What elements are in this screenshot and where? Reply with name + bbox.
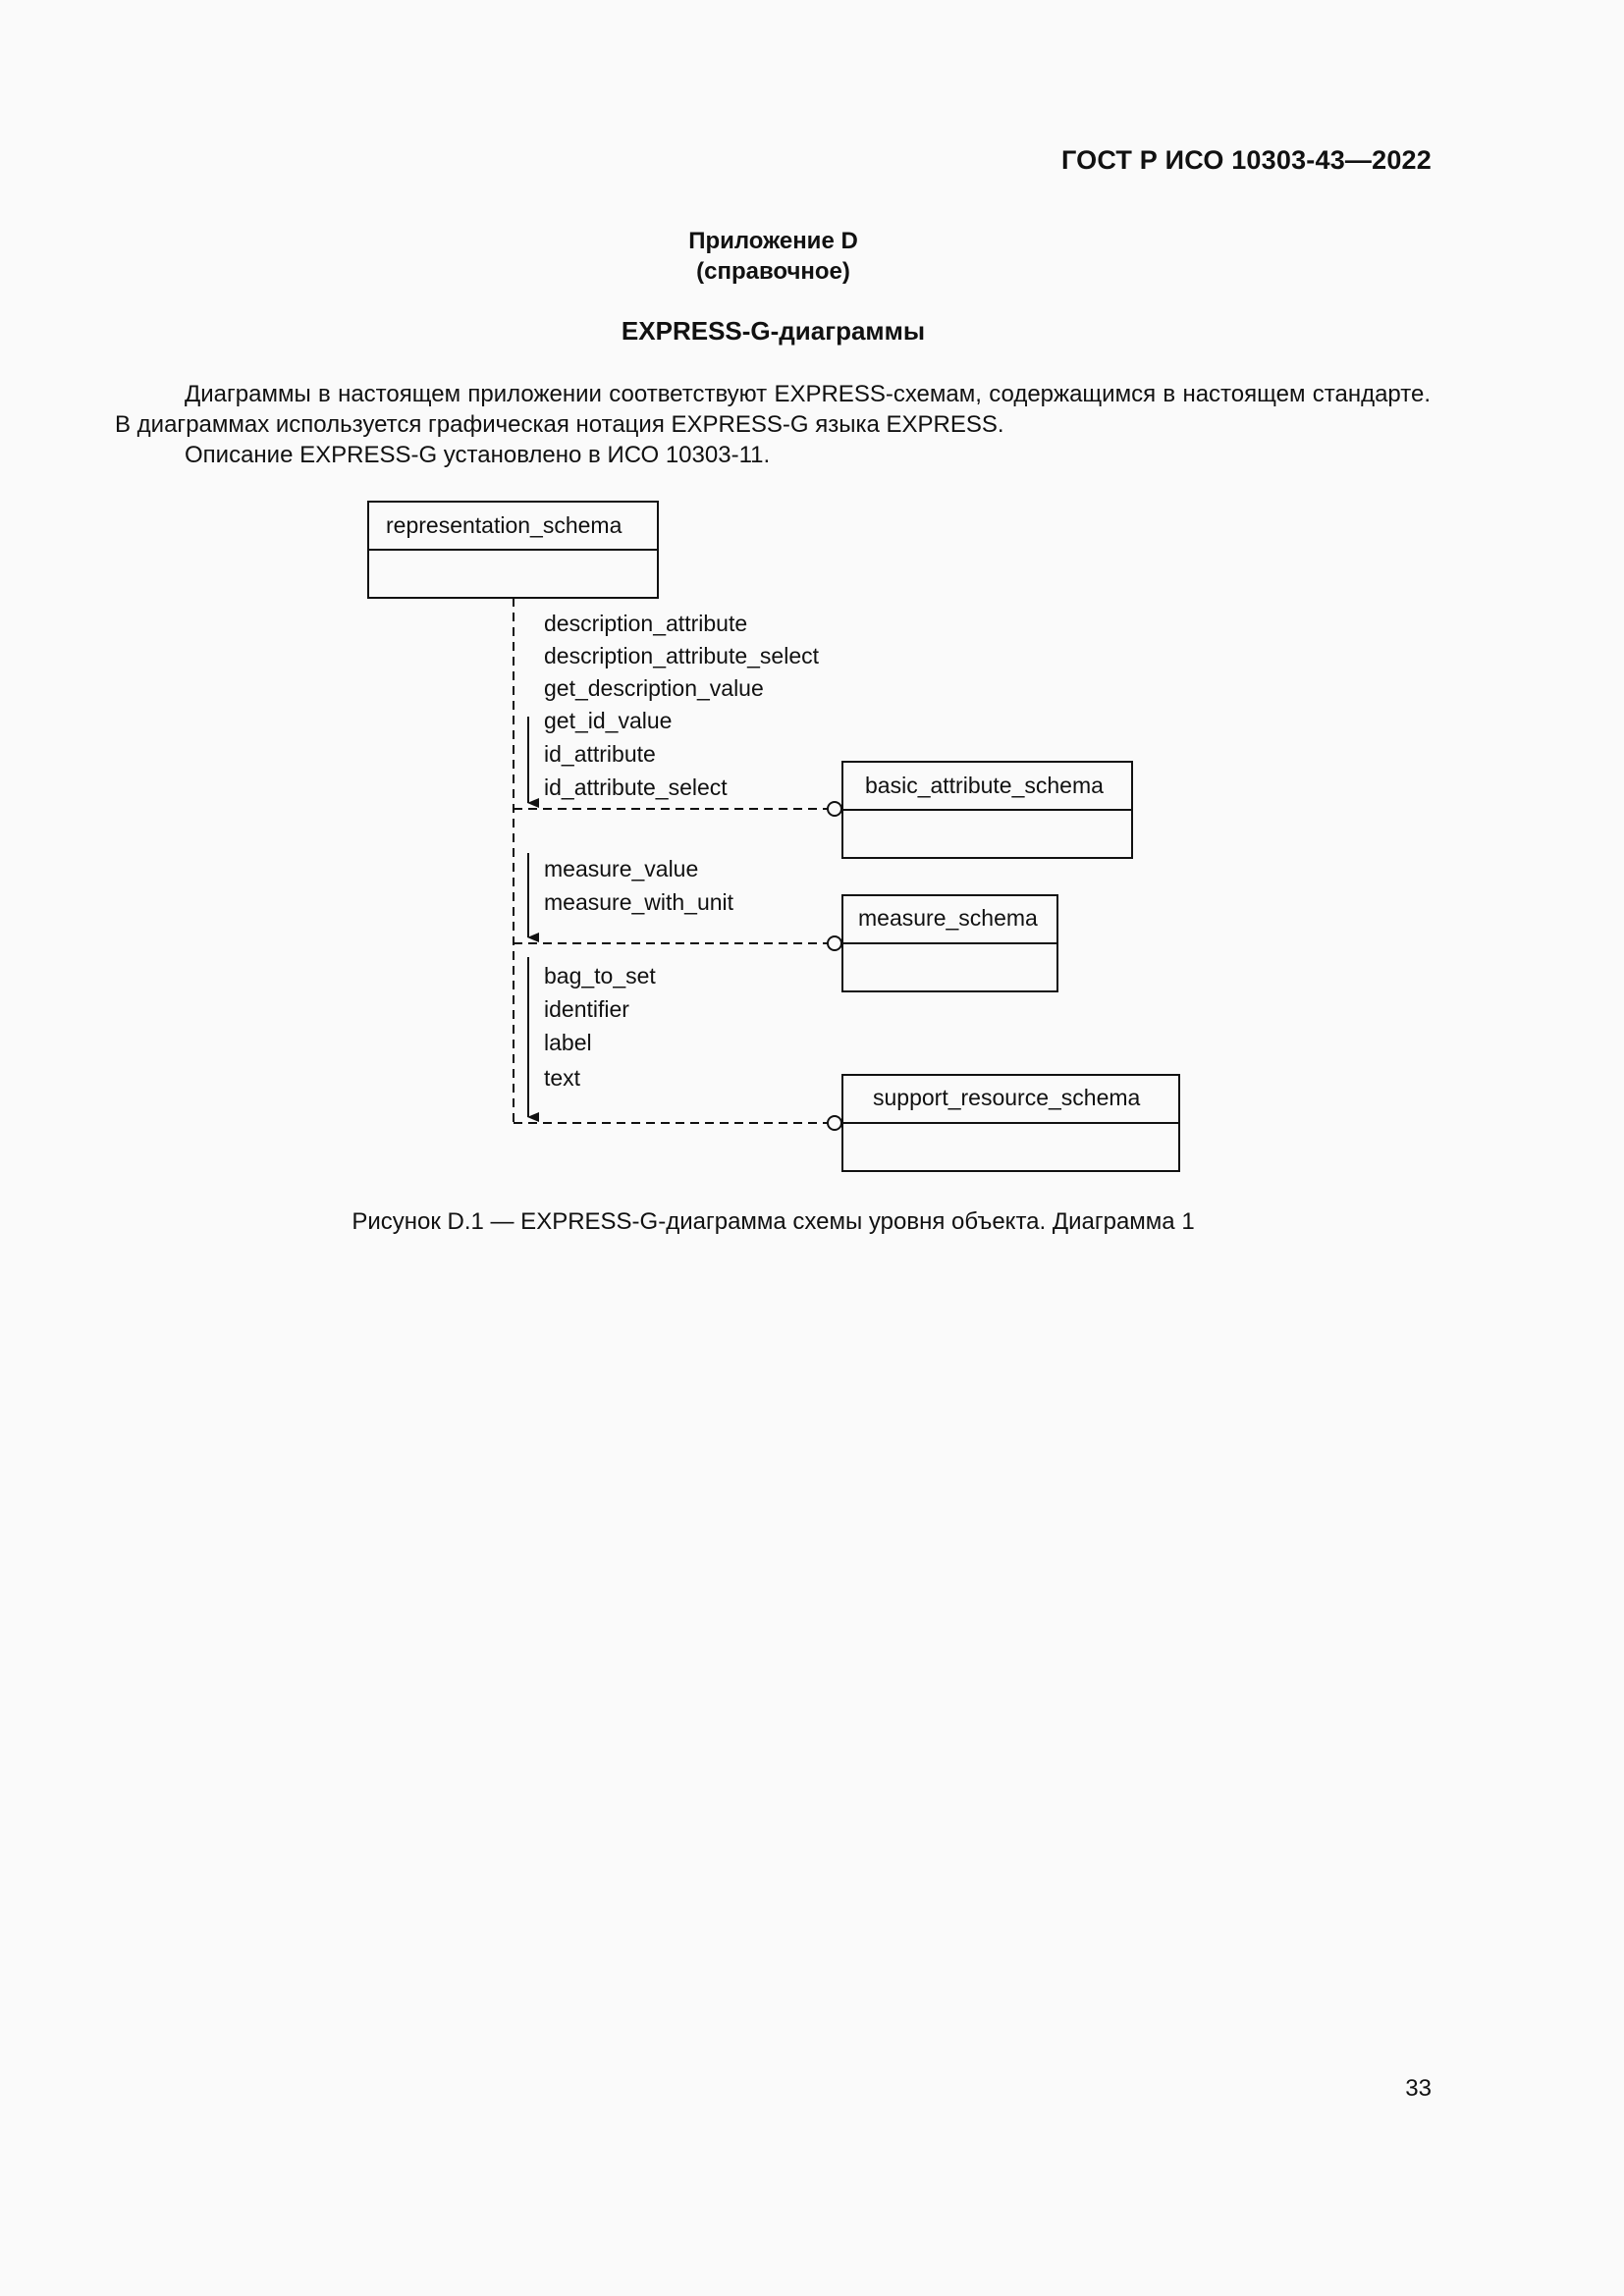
- connector-circle-3: [828, 1116, 841, 1130]
- schema-name-basic-attribute: basic_attribute_schema: [865, 773, 1104, 798]
- ref-item: description_attribute: [544, 611, 748, 636]
- schema-name-representation: representation_schema: [386, 512, 623, 538]
- appendix-title: Приложение D: [688, 228, 858, 254]
- ref-item: get_id_value: [544, 708, 673, 733]
- ref-item: description_attribute_select: [544, 643, 819, 668]
- schema-box-support-resource: [842, 1075, 1179, 1171]
- schema-box-basic-attribute: [842, 762, 1132, 858]
- ref-item: label: [544, 1030, 592, 1055]
- ref-item: get_description_value: [544, 675, 764, 701]
- schema-box-measure: [842, 895, 1057, 991]
- ref-item: id_attribute_select: [544, 774, 728, 800]
- intro-paragraph-1: Диаграммы в настоящем приложении соответствуют EXPRESS-схемам, содержащимся в настоящем стандарте. В диаграммах используется графическая нотация EXPRESS-G языка EXPRESS.: [115, 381, 1431, 438]
- standard-id: ГОСТ Р ИСО 10303-43—2022: [1061, 145, 1432, 175]
- ref-item: identifier: [544, 996, 629, 1022]
- schema-name-measure: measure_schema: [858, 905, 1038, 931]
- ref-item: text: [544, 1065, 581, 1091]
- figure-caption: Рисунок D.1 — EXPRESS-G-диаграмма схемы уровня объекта. Диаграмма 1: [352, 1208, 1195, 1235]
- page-number: 33: [1405, 2075, 1432, 2102]
- schema-name-support-resource: support_resource_schema: [873, 1085, 1141, 1110]
- ref-item: measure_value: [544, 856, 699, 881]
- section-title: EXPRESS-G-диаграммы: [621, 316, 926, 346]
- ref-item: id_attribute: [544, 741, 656, 767]
- intro-paragraph-2: Описание EXPRESS-G установлено в ИСО 10303-11.: [185, 442, 771, 468]
- connector-circle-1: [828, 802, 841, 816]
- ref-item: bag_to_set: [544, 963, 656, 988]
- appendix-subtitle: (справочное): [696, 258, 850, 285]
- schema-box-representation: [368, 502, 658, 598]
- connector-circle-2: [828, 936, 841, 950]
- ref-item: measure_with_unit: [544, 889, 734, 915]
